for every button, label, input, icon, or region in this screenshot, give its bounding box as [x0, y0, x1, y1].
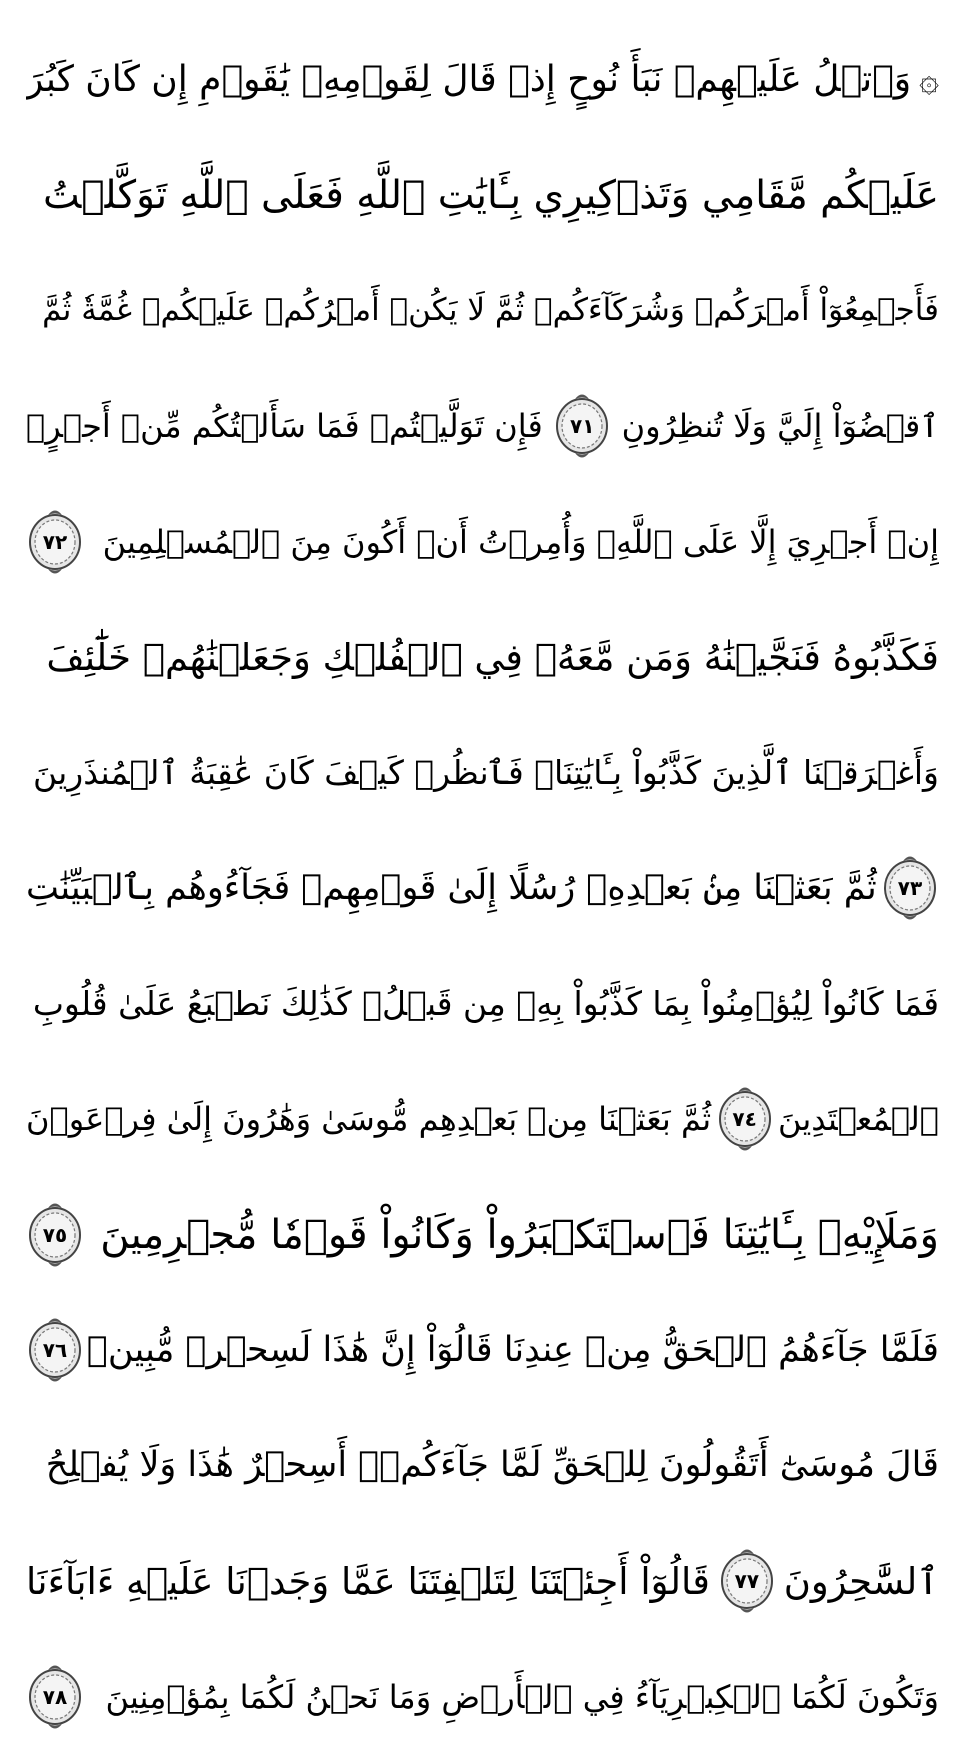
ayah-end-marker [716, 1082, 774, 1156]
verse-text: وَأَغۡرَقۡنَا ٱلَّذِينَ كَذَّبُواْ بِـَٔايَٰتِنَاۖ فَٱنظُرۡ كَيۡفَ كَانَ عَٰقِبَةُ ٱلۡمُنذَرِينَ [32, 753, 939, 793]
verse-line [26, 600, 939, 716]
ayah-number: ٧٣ [897, 876, 923, 901]
verse-line [26, 946, 939, 1062]
verse-text: وَٱتۡلُ عَلَيۡهِمۡ نَبَأَ نُوحٍ إِذۡ قَالَ لِقَوۡمِهِۦ يَٰقَوۡمِ إِن كَانَ كَبُرَ [26, 58, 912, 100]
verse-line [26, 484, 939, 600]
ayah-end-marker [881, 851, 939, 925]
ayah-number: ٧٢ [42, 529, 68, 554]
ayah-end-marker [26, 1660, 84, 1734]
verse-text: قَالَ مُوسَىٰٓ أَتَقُولُونَ لِلۡحَقِّ لَمَّا جَآءَكُمۡۖ أَسِحۡرٌ هَٰذَا وَلَا يُفۡلِحُ [45, 1445, 939, 1486]
ayah-number: ٧٤ [732, 1107, 757, 1132]
verse-line [26, 715, 939, 831]
verse-text: إِنۡ أَجۡرِيَ إِلَّا عَلَى ٱللَّهِۖ وَأُمِرۡتُ أَنۡ أَكُونَ مِنَ ٱلۡمُسۡلِمِينَ [102, 522, 939, 561]
verse-line [26, 22, 939, 138]
verse-text: فَأَجۡمِعُوٓاْ أَمۡرَكُمۡ وَشُرَكَآءَكُمۡ ثُمَّ لَا يَكُنۡ أَمۡرُكُمۡ عَلَيۡكُمۡ غُمَّةٗ ثُمَّ [42, 292, 939, 329]
verse-text: فَلَمَّا جَآءَهُمُ ٱلۡحَقُّ مِنۡ عِندِنَا قَالُوٓاْ إِنَّ هَٰذَا لَسِحۡرٞ مُّبِينٞ [86, 1329, 939, 1370]
verse-line [26, 1293, 939, 1409]
ayah-end-marker [26, 1198, 84, 1272]
verse-line [26, 1408, 939, 1524]
ayah-end-marker [26, 505, 84, 579]
ayah-end-marker [553, 389, 611, 463]
ayah-end-marker [718, 1544, 776, 1618]
verse-line [26, 831, 939, 947]
verse-line [26, 1177, 939, 1293]
verse-text: عَلَيۡكُم مَّقَامِي وَتَذۡكِيرِي بِـَٔايَٰتِ ٱللَّهِ فَعَلَى ٱللَّهِ تَوَكَّلۡتُ [42, 172, 939, 218]
rub-el-hizb-icon: ۞ [919, 59, 939, 100]
verse-text: ثُمَّ بَعَثۡنَا مِنۢ بَعۡدِهِۦ رُسُلًا إِلَىٰ قَوۡمِهِمۡ فَجَآءُوهُم بِٱلۡبَيِّنَٰتِ [26, 867, 877, 908]
verse-line [26, 1524, 939, 1640]
ayah-number: ٧٦ [42, 1338, 68, 1363]
verse-text: وَمَلَإِيْهِۦ بِـَٔايَٰتِنَا فَٱسۡتَكۡبَرُواْ وَكَانُواْ قَوۡمٗا مُّجۡرِمِينَ [100, 1211, 939, 1258]
verse-text: فَمَا كَانُواْ لِيُؤۡمِنُواْ بِمَا كَذَّبُواْ بِهِۦ مِن قَبۡلُۚ كَذَٰلِكَ نَطۡبَعُ عَلَىٰ قُلُوبِ [32, 984, 939, 1024]
verse-text: قَالُوٓاْ أَجِئۡتَنَا لِتَلۡفِتَنَا عَمَّا وَجَدۡنَا عَلَيۡهِ ءَابَآءَنَا [26, 1559, 710, 1603]
verse-line [26, 253, 939, 369]
verse-line [26, 1639, 939, 1755]
verse-line [26, 369, 939, 485]
verse-line [26, 1062, 939, 1178]
verse-line [26, 138, 939, 254]
verse-text: وَتَكُونَ لَكُمَا ٱلۡكِبۡرِيَآءُ فِي ٱلۡأَرۡضِ وَمَا نَحۡنُ لَكُمَا بِمُؤۡمِنِينَ [105, 1677, 939, 1716]
verse-text: ٱقۡضُوٓاْ إِلَيَّ وَلَا تُنظِرُونِ [621, 407, 939, 446]
verse-text: ثُمَّ بَعَثۡنَا مِنۢ بَعۡدِهِم مُّوسَىٰ وَهَٰرُونَ إِلَىٰ فِرۡعَوۡنَ [26, 1100, 712, 1139]
verse-text: فَكَذَّبُوهُ فَنَجَّيۡنَٰهُ وَمَن مَّعَهُۥ فِي ٱلۡفُلۡكِ وَجَعَلۡنَٰهُمۡ خَلَٰٓئِفَ [46, 635, 939, 679]
ayah-number: ٧١ [569, 414, 595, 439]
verse-text: ٱلسَّٰحِرُونَ [783, 1559, 939, 1603]
verse-text: ٱلۡمُعۡتَدِينَ [777, 1100, 939, 1139]
ayah-number: ٧٥ [42, 1222, 68, 1247]
verse-text: فَإِن تَوَلَّيۡتُمۡ فَمَا سَأَلۡتُكُم مِّنۡ أَجۡرٍۖ [26, 407, 543, 446]
ayah-number: ٧٨ [42, 1684, 68, 1709]
ayah-end-marker [26, 1313, 84, 1387]
ayah-number: ٧٧ [734, 1569, 760, 1594]
